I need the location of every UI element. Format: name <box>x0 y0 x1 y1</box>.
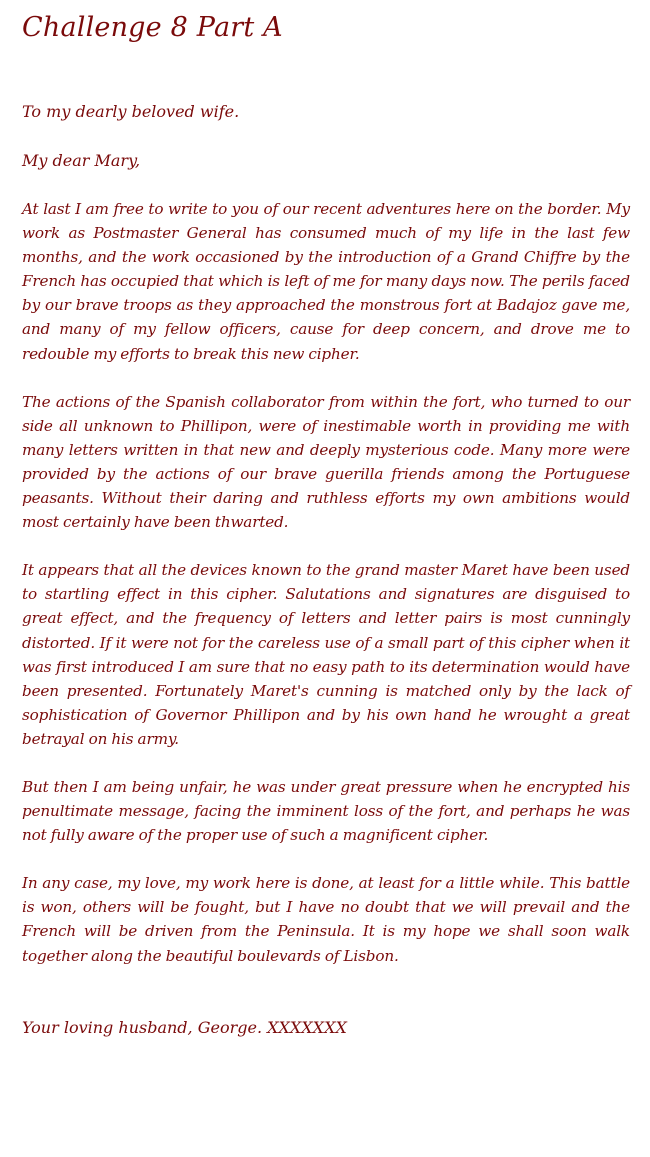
paragraph-5: In any case, my love, my work here is done, at least for a little while. This battle is won, others will be fought, but I have no doubt that we will prevail and the French will be driven from the Peninsula. It is my hope we shall soon walk together along the beautiful boulevards of Lisbon. <box>22 874 630 965</box>
paragraph-4: But then I am being unfair, he was under great pressure when he encrypted his penultimate message, facing the imminent loss of the fort, and perhaps he was not fully aware of the proper use of such a magnificent cipher. <box>22 777 630 845</box>
letter-page <box>22 0 630 1040</box>
salutation-dear: My dear Mary, <box>22 151 141 170</box>
page-title: Challenge 8 Part A <box>22 12 283 43</box>
paragraph-2: The actions of the Spanish collaborator from within the fort, who turned to our side all unknown to Phillipon, were of inestimable worth in providing me with many letters written in that new and deeply mysterious code. Many more were provided by the actions of our brave guerilla friends among the Portuguese peasants. Without their daring and ruthless efforts my own ambitions would most certainly have been thwarted. <box>22 392 630 532</box>
signoff: Your loving husband, George. XXXXXXX <box>22 1017 347 1037</box>
paragraph-3: It appears that all the devices known to the grand master Maret have been used to startling effect in this cipher. Salutations and signatures are disguised to great effect, and the frequency of letters and letter pairs is most cunningly distorted. If it were not for the careless use of a small part of this cipher when it was first introduced I am sure that no easy path to its determination would have been presented. Fortunately Maret's cunning is matched only by the lack of sophistication of Governor Phillipon and by his own hand he wrought a great betrayal on his army. <box>22 561 630 748</box>
salutation-to: To my dearly beloved wife. <box>22 102 240 121</box>
paragraph-1: At last I am free to write to you of our recent adventures here on the border. My work as Postmaster General has consumed much of my life in the last few months, and the work occasioned by the introduction of a Grand Chiffre by the French has occupied that which is left of me for many days now. The perils faced by our brave troops as they approached the monstrous fort at Badajoz gave me, and many of my fellow officers, cause for deep concern, and drove me to redouble my efforts to break this new cipher. <box>22 200 630 363</box>
